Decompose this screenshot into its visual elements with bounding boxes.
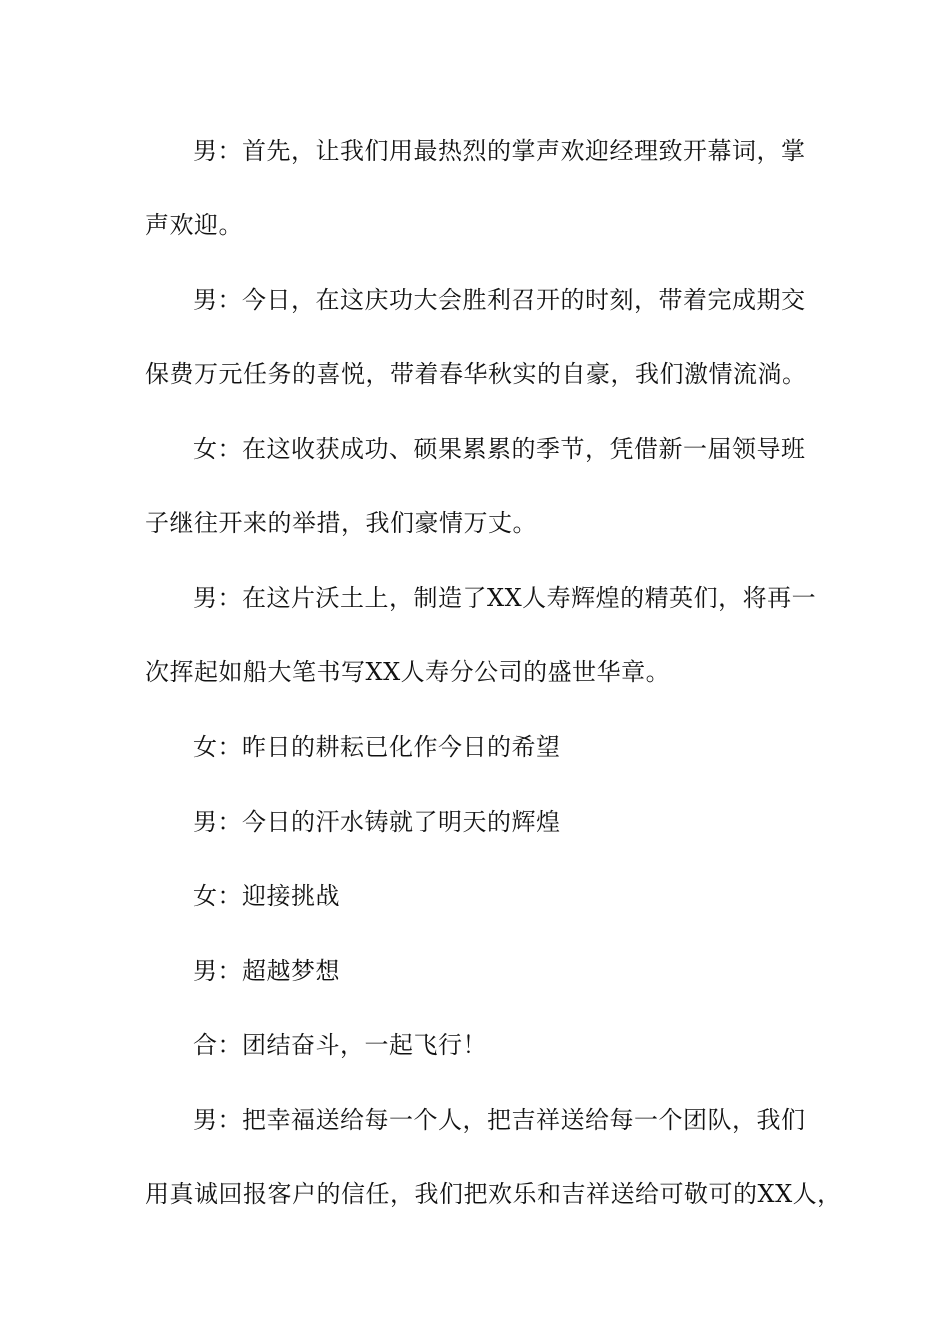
paragraph-8-line-1: 男：超越梦想 [193, 957, 340, 985]
paragraph-2-line-2: 保费万元任务的喜悦，带着春华秋实的自豪，我们激情流淌。 [145, 360, 807, 388]
paragraph-6-line-1: 男：今日的汗水铸就了明天的辉煌 [193, 808, 561, 836]
paragraph-1-line-1: 男：首先，让我们用最热烈的掌声欢迎经理致开幕词，掌 [193, 137, 806, 165]
paragraph-3-line-1: 女：在这收获成功、硕果累累的季节，凭借新一届领导班 [193, 435, 806, 463]
paragraph-10-line-2: 用真诚回报客户的信任，我们把欢乐和吉祥送给可敬可的XX人， [145, 1180, 842, 1208]
paragraph-4-line-2: 次挥起如船大笔书写XX人寿分公司的盛世华章。 [145, 658, 671, 686]
paragraph-10-line-1: 男：把幸福送给每一个人，把吉祥送给每一个团队，我们 [193, 1106, 806, 1134]
paragraph-9-line-1: 合：团结奋斗，一起飞行！ [193, 1031, 487, 1059]
paragraph-1-line-2: 声欢迎。 [145, 211, 243, 239]
paragraph-7-line-1: 女：迎接挑战 [193, 882, 340, 910]
paragraph-3-line-2: 子继往开来的举措，我们豪情万丈。 [145, 509, 537, 537]
paragraph-2-line-1: 男：今日，在这庆功大会胜利召开的时刻，带着完成期交 [193, 286, 806, 314]
paragraph-4-line-1: 男：在这片沃土上，制造了XX人寿辉煌的精英们，将再一 [193, 584, 817, 612]
paragraph-5-line-1: 女：昨日的耕耘已化作今日的希望 [193, 733, 561, 761]
